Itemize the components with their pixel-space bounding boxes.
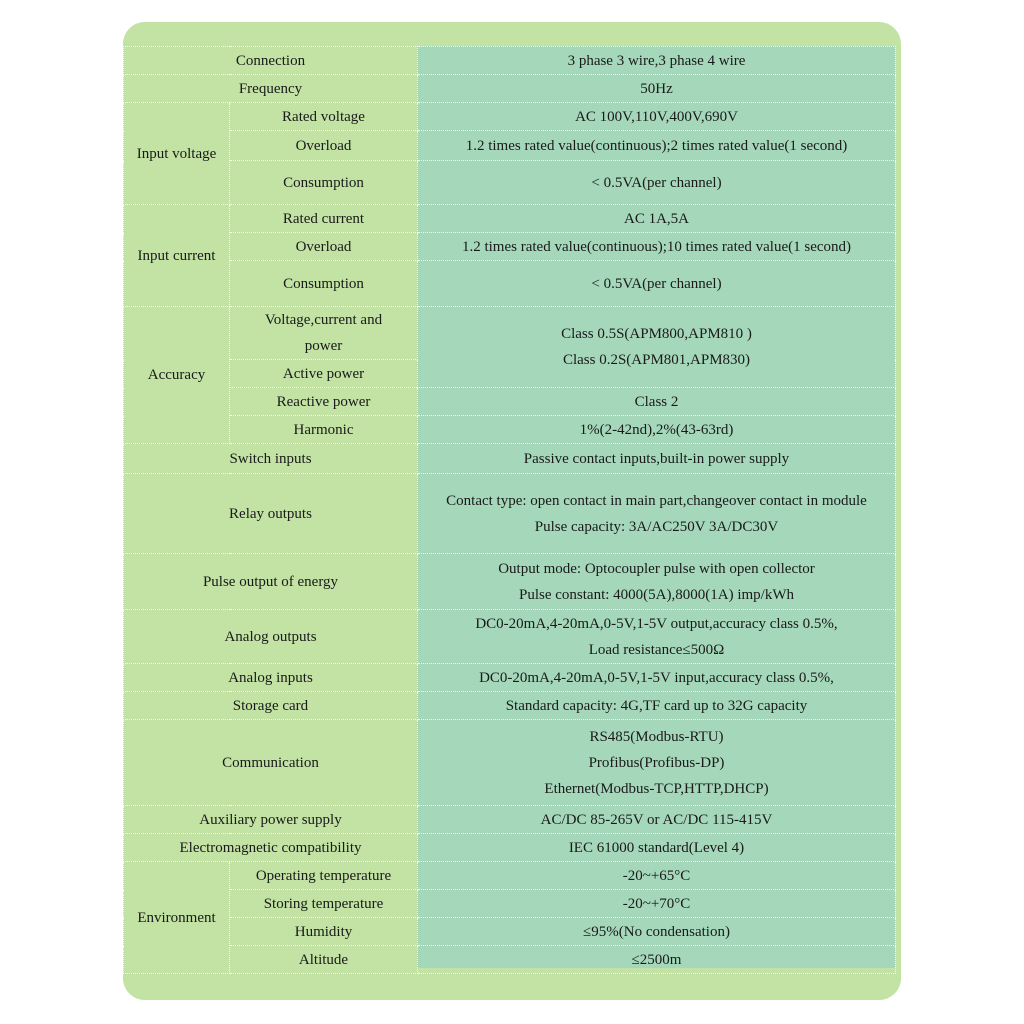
value-line: DC0-20mA,4-20mA,0-5V,1-5V output,accuracy class 0.5%, [475,615,838,632]
row-label: Rated current [230,205,418,233]
row-label: Storing temperature [230,890,418,918]
row-label: Switch inputs [124,444,418,474]
group-label: Input current [124,205,230,307]
group-label: Accuracy [124,307,230,444]
row-label: Consumption [230,261,418,307]
row-label-line: power [304,338,343,354]
row-label: Overload [230,131,418,161]
row-value [418,720,896,806]
value-line: Load resistance≤500Ω [588,641,725,658]
row-value [418,610,896,664]
table-row [124,233,896,261]
row-value: DC0-20mA,4-20mA,0-5V,1-5V input,accuracy class 0.5%, [418,664,896,692]
row-label-line: Voltage,current and [264,312,383,328]
table-row [124,664,896,692]
table-row [124,610,896,664]
row-value [418,554,896,610]
row-label: Harmonic [230,416,418,444]
row-value: Class 2 [418,388,896,416]
row-value: 1.2 times rated value(continuous);2 times rated value(1 second) [418,131,896,161]
table-row [124,554,896,610]
row-label: Operating temperature [230,862,418,890]
table-row [124,834,896,862]
row-label: Frequency [124,75,418,103]
row-label: Auxiliary power supply [124,806,418,834]
row-value: AC 1A,5A [418,205,896,233]
row-value: 1%(2-42nd),2%(43-63rd) [418,416,896,444]
value-line: Ethernet(Modbus-TCP,HTTP,DHCP) [544,780,769,797]
specification-table [123,46,896,974]
row-label: Communication [124,720,418,806]
row-value: Passive contact inputs,built-in power supply [418,444,896,474]
spec-card [123,22,901,1000]
row-label: Electromagnetic compatibility [124,834,418,862]
row-value: -20~+70°C [418,890,896,918]
row-label: Pulse output of energy [124,554,418,610]
row-label: Relay outputs [124,474,418,554]
row-value [418,474,896,554]
table-row [124,890,896,918]
value-line: Contact type: open contact in main part,changeover contact in module [446,492,867,509]
row-value: 3 phase 3 wire,3 phase 4 wire [418,47,896,75]
row-value: ≤95%(No condensation) [418,918,896,946]
value-line: Class 0.5S(APM800,APM810 ) [561,326,752,342]
row-label: Humidity [230,918,418,946]
row-label: Storage card [124,692,418,720]
table-row [124,444,896,474]
value-line: Output mode: Optocoupler pulse with open collector [498,560,815,577]
table-row [124,205,896,233]
table-row [124,307,896,360]
row-value: Standard capacity: 4G,TF card up to 32G capacity [418,692,896,720]
value-line: Pulse constant: 4000(5A),8000(1A) imp/kWh [519,586,794,603]
row-value: -20~+65°C [418,862,896,890]
group-label: Environment [124,862,230,974]
row-value: AC 100V,110V,400V,690V [418,103,896,131]
table-row [124,47,896,75]
table-row [124,474,896,554]
row-value: 50Hz [418,75,896,103]
table-row [124,806,896,834]
table-row [124,720,896,806]
table-row [124,261,896,307]
value-line: Class 0.2S(APM801,APM830) [562,352,751,368]
row-label: Altitude [230,946,418,974]
table-row [124,161,896,205]
row-value: ≤2500m [418,946,896,974]
value-line: Profibus(Profibus-DP) [588,754,725,771]
row-value: < 0.5VA(per channel) [418,161,896,205]
group-label: Input voltage [124,103,230,205]
table-row [124,388,896,416]
value-line: RS485(Modbus-RTU) [589,728,724,745]
row-value: 1.2 times rated value(continuous);10 times rated value(1 second) [418,233,896,261]
row-label: Rated voltage [230,103,418,131]
table-row [124,692,896,720]
table-row [124,946,896,974]
row-value [418,307,896,388]
row-label: Analog inputs [124,664,418,692]
table-row [124,918,896,946]
table-row [124,131,896,161]
row-value: IEC 61000 standard(Level 4) [418,834,896,862]
table-row [124,862,896,890]
row-label: Connection [124,47,418,75]
row-value: < 0.5VA(per channel) [418,261,896,307]
table-row [124,103,896,131]
row-label [230,307,418,360]
row-label: Analog outputs [124,610,418,664]
row-value: AC/DC 85-265V or AC/DC 115-415V [418,806,896,834]
row-label: Overload [230,233,418,261]
table-row [124,75,896,103]
row-label: Reactive power [230,388,418,416]
value-line: Pulse capacity: 3A/AC250V 3A/DC30V [534,518,779,535]
row-label: Active power [230,360,418,388]
row-label: Consumption [230,161,418,205]
table-row [124,416,896,444]
